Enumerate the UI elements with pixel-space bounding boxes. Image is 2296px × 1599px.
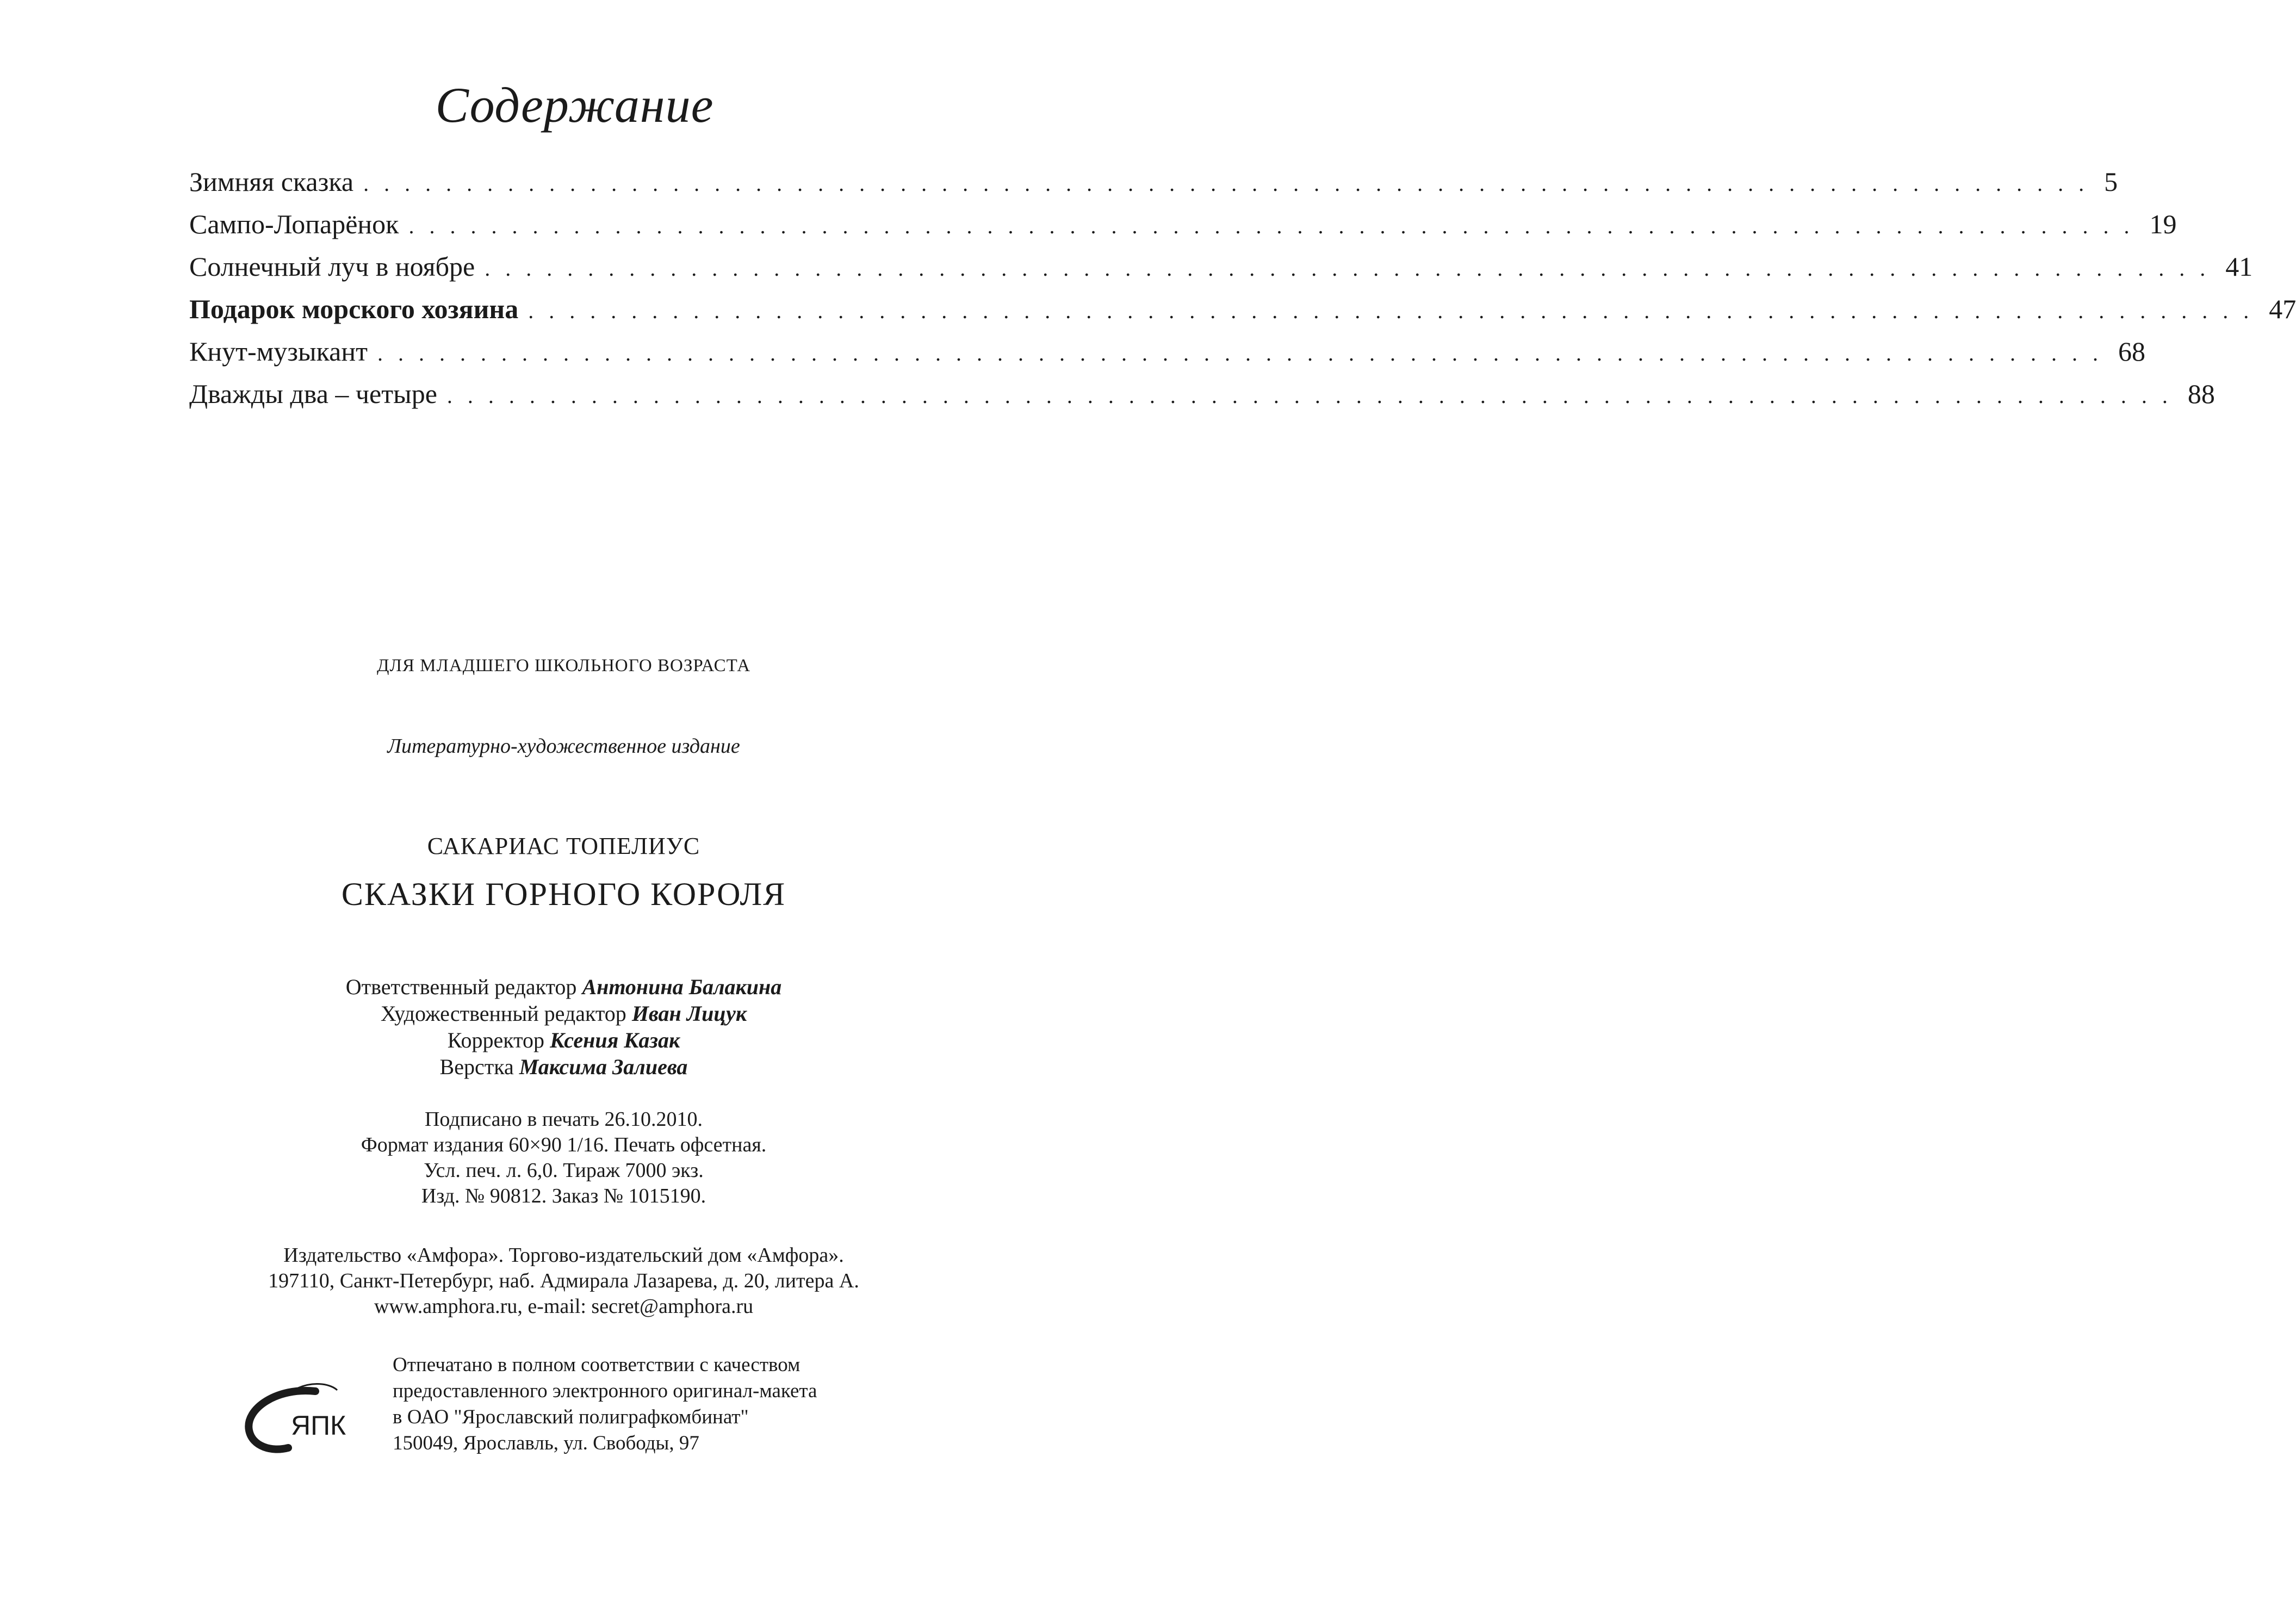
credit-role: Верстка <box>439 1055 514 1079</box>
credit-role: Ответственный редактор <box>345 975 577 999</box>
printer-logo-mark <box>234 1376 370 1463</box>
credit-line <box>82 1000 1046 1027</box>
print-info-line: Подписано в печать 26.10.2010. <box>424 1108 703 1131</box>
toc-entry-title: Кнут-музыкант <box>189 336 368 367</box>
credit-line <box>82 974 1046 1000</box>
table-of-contents <box>189 166 2296 420</box>
toc-entry <box>189 208 2177 251</box>
credit-name: Ксения Казак <box>550 1028 680 1052</box>
printer-logo-text: ЯПК <box>291 1410 346 1441</box>
credit-name: Максима Залиева <box>519 1055 688 1079</box>
toc-entry-title: Дважды два – четыре <box>189 379 437 409</box>
book-title: СКАЗКИ ГОРНОГО КОРОЛЯ <box>341 876 786 912</box>
genre-label: Литературно-художественное издание <box>387 735 740 758</box>
toc-entry <box>189 166 2118 208</box>
printer-info-line: в ОАО "Ярославский полиграфкомбинат" <box>393 1406 749 1428</box>
toc-entry-page: 88 <box>2187 379 2215 409</box>
toc-dot-leader: . . . . . . . . . . . . . . . . . . . . . . . . . . . . . . . . . . . . . . . . . . . . . . . . . . . . . . . . . . . . . . . . . . . . . . . . . . . . . . . . . . . . <box>485 256 2211 281</box>
credit-line <box>82 1053 1046 1080</box>
toc-entry-page: 5 <box>2104 166 2118 197</box>
credit-line <box>82 1027 1046 1053</box>
credit-name: Иван Лицук <box>631 1001 747 1026</box>
audience-label: ДЛЯ МЛАДШЕГО ШКОЛЬНОГО ВОЗРАСТА <box>376 656 751 675</box>
print-info-line: Изд. № 90812. Заказ № 1015190. <box>421 1185 706 1207</box>
toc-entry-page: 41 <box>2225 251 2253 282</box>
toc-dot-leader: . . . . . . . . . . . . . . . . . . . . . . . . . . . . . . . . . . . . . . . . . . . . . . . . . . . . . . . . . . . . . . . . . . . . . . . . . . . . . . . . . . . . <box>363 171 2089 196</box>
toc-entry-title: Сампо-Лопарёнок <box>189 209 399 239</box>
printer-info-line: 150049, Ярославль, ул. Свободы, 97 <box>393 1432 699 1454</box>
credit-role: Художественный редактор <box>380 1001 626 1026</box>
printer-info-block <box>393 1352 817 1457</box>
toc-entry-page: 19 <box>2149 209 2177 239</box>
toc-dot-leader: . . . . . . . . . . . . . . . . . . . . . . . . . . . . . . . . . . . . . . . . . . . . . . . . . . . . . . . . . . . . . . . . . . . . . . . . . . . . . . . . . . . . <box>408 214 2134 238</box>
toc-entry-title: Солнечный луч в ноябре <box>189 251 475 282</box>
toc-entry-page: 68 <box>2118 336 2145 367</box>
printer-info-line: Отпечатано в полном соответствии с качеством <box>393 1354 801 1376</box>
print-info-line: Формат издания 60×90 1/16. Печать офсетная. <box>361 1133 767 1156</box>
toc-entry-title: Подарок морского хозяина <box>189 294 519 324</box>
toc-entry <box>189 336 2145 378</box>
credit-role: Корректор <box>447 1028 545 1052</box>
author-name: САКАРИАС ТОПЕЛИУС <box>427 833 700 859</box>
publisher-line: www.amphora.ru, e-mail: secret@amphora.ru <box>374 1295 754 1318</box>
toc-dot-leader: . . . . . . . . . . . . . . . . . . . . . . . . . . . . . . . . . . . . . . . . . . . . . . . . . . . . . . . . . . . . . . . . . . . . . . . . . . . . . . . . . . . . <box>446 383 2173 408</box>
toc-dot-leader: . . . . . . . . . . . . . . . . . . . . . . . . . . . . . . . . . . . . . . . . . . . . . . . . . . . . . . . . . . . . . . . . . . . . . . . . . . . . . . . . . . . . <box>528 299 2254 323</box>
toc-entry <box>189 293 2296 336</box>
toc-dot-leader: . . . . . . . . . . . . . . . . . . . . . . . . . . . . . . . . . . . . . . . . . . . . . . . . . . . . . . . . . . . . . . . . . . . . . . . . . . . . . . . . . . . . <box>377 341 2103 365</box>
toc-entry-page: 47 <box>2269 294 2296 324</box>
toc-entry-title: Зимняя сказка <box>189 166 354 197</box>
print-info-line: Усл. печ. л. 6,0. Тираж 7000 экз. <box>424 1159 704 1182</box>
publisher-line: Издательство «Амфора». Торгово-издательский дом «Амфора». <box>283 1244 844 1267</box>
publisher-line: 197110, Санкт-Петербург, наб. Адмирала Лазарева, д. 20, литера А. <box>268 1269 859 1292</box>
credits-block <box>0 974 1046 1080</box>
publisher-block <box>0 1243 1046 1319</box>
credit-name: Антонина Балакина <box>582 975 782 999</box>
printer-info-line: предоставленного электронного оригинал-макета <box>393 1380 817 1402</box>
printer-logo <box>234 1376 370 1463</box>
toc-entry <box>189 251 2253 293</box>
toc-entry <box>189 378 2215 420</box>
toc-title: Содержание <box>435 77 714 133</box>
print-info-block <box>0 1107 1046 1209</box>
